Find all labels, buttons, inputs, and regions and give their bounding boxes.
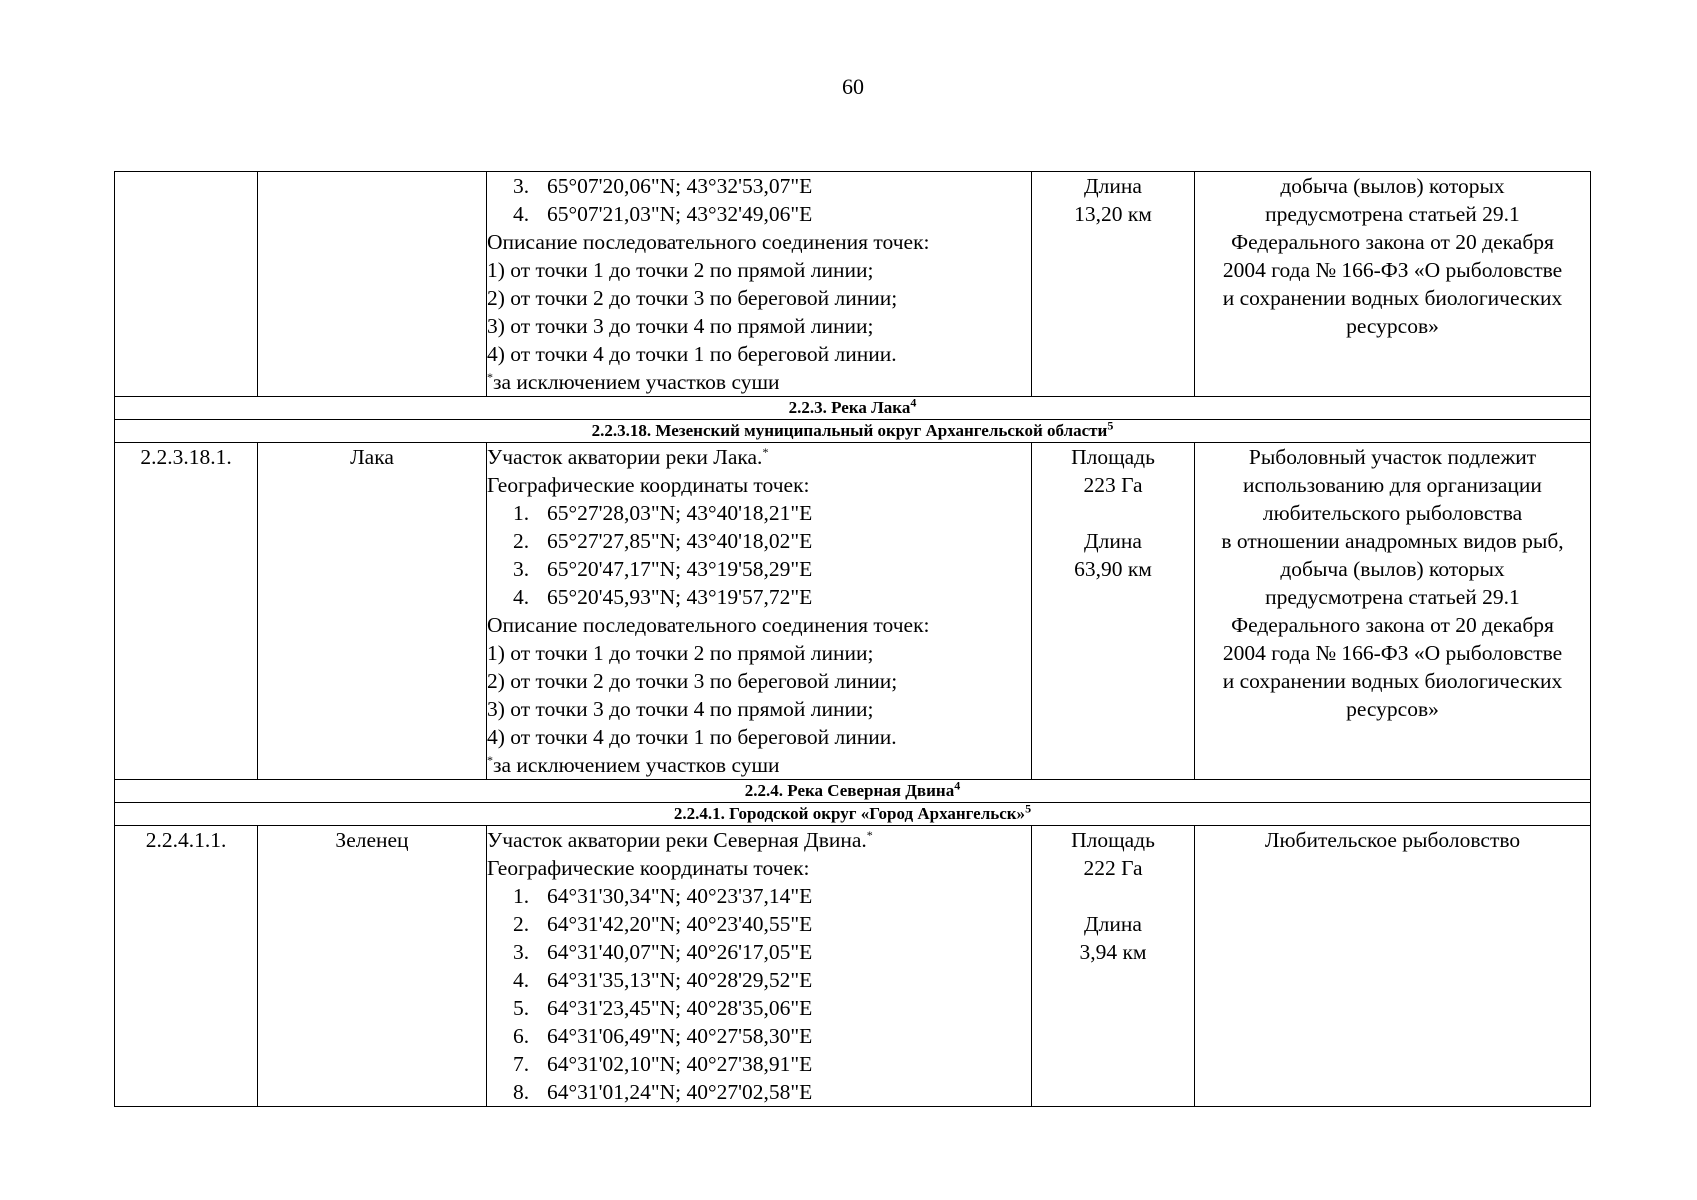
- cell-name: Лака: [258, 443, 487, 780]
- purpose-line: предусмотрена статьей 29.1: [1265, 202, 1520, 226]
- area-title: Участок акватории реки Лака.*: [487, 444, 769, 469]
- purpose-line: использованию для организации: [1243, 473, 1542, 497]
- coordinates-list: [487, 882, 1031, 1106]
- cell-name: Зеленец: [258, 826, 487, 1107]
- coordinates-title: Географические координаты точек:: [487, 856, 810, 880]
- subsection-header: 2.2.4.1. Городской округ «Город Архангельск»$^5$: [115, 803, 1591, 826]
- area-value: 222 Га: [1083, 856, 1143, 880]
- purpose-line: Федерального закона от 20 декабря: [1231, 613, 1554, 637]
- cell-number: 2.2.4.1.1.: [115, 826, 258, 1107]
- coordinate-item: 7. 64°31'02,10"N; 40°27'38,91"E: [513, 1052, 813, 1076]
- length-label: Длина: [1084, 529, 1142, 553]
- coordinates-list: [487, 172, 1031, 228]
- page-number: 60: [842, 74, 864, 99]
- purpose-line: любительского рыболовства: [1262, 501, 1523, 525]
- connection-item: 4) от точки 4 до точки 1 по береговой линии.: [487, 342, 897, 366]
- connection-item: 1) от точки 1 до точки 2 по прямой линии;: [487, 258, 874, 282]
- coordinate-item: 1. 64°31'30,34"N; 40°23'37,14"E: [513, 884, 813, 908]
- connection-item: 1) от точки 1 до точки 2 по прямой линии;: [487, 641, 874, 665]
- purpose-line: предусмотрена статьей 29.1: [1265, 585, 1520, 609]
- area-value: 223 Га: [1083, 473, 1143, 497]
- coordinate-item: 3. 65°07'20,06"N; 43°32'53,07"E: [513, 174, 813, 198]
- coordinate-item: 4. 65°07'21,03"N; 43°32'49,06"E: [513, 202, 813, 226]
- cell-size: [1032, 172, 1195, 397]
- exclusion-note: *за исключением участков суши: [487, 369, 780, 394]
- connection-title: Описание последовательного соединения точек:: [487, 230, 930, 254]
- subsection-header-row: [115, 420, 1591, 443]
- purpose-line: и сохранении водных биологических: [1222, 286, 1563, 310]
- purpose-line: Любительское рыболовство: [1264, 828, 1521, 852]
- purpose-line: 2004 года № 166-ФЗ «О рыболовстве: [1222, 641, 1563, 665]
- coordinates-list: [487, 499, 1031, 611]
- section-header-row: [115, 397, 1591, 420]
- cell-number: [115, 172, 258, 397]
- section-header: 2.2.4. Река Северная Двина$^4$: [115, 780, 1591, 803]
- purpose-line: 2004 года № 166-ФЗ «О рыболовстве: [1222, 258, 1563, 282]
- section-header-row: [115, 780, 1591, 803]
- coordinate-item: 1. 65°27'28,03"N; 43°40'18,21"E: [513, 501, 813, 525]
- purpose-line: Рыболовный участок подлежит: [1248, 445, 1537, 469]
- purpose-line: ресурсов»: [1346, 314, 1439, 338]
- coordinates-title: Географические координаты точек:: [487, 473, 810, 497]
- purpose-line: и сохранении водных биологических: [1222, 669, 1563, 693]
- coordinate-item: 2. 65°27'27,85"N; 43°40'18,02"E: [513, 529, 813, 553]
- coordinate-item: 3. 64°31'40,07"N; 40°26'17,05"E: [513, 940, 813, 964]
- purpose-line: ресурсов»: [1346, 697, 1439, 721]
- coordinate-item: 3. 65°20'47,17"N; 43°19'58,29"E: [513, 557, 813, 581]
- cell-size: [1032, 443, 1195, 780]
- exclusion-note: *за исключением участков суши: [487, 752, 780, 777]
- purpose-line: в отношении анадромных видов рыб,: [1221, 529, 1564, 553]
- purpose-line: добыча (вылов) которых: [1280, 174, 1505, 198]
- subsection-header: 2.2.3.18. Мезенский муниципальный округ Архангельской области$^5$: [115, 420, 1591, 443]
- area-label: Площадь: [1071, 828, 1155, 852]
- coordinate-item: 5. 64°31'23,45"N; 40°28'35,06"E: [513, 996, 813, 1020]
- cell-purpose: [1195, 172, 1591, 397]
- length-value: 63,90 км: [1074, 557, 1152, 581]
- table-row-laka: [115, 443, 1591, 780]
- cell-description: [487, 443, 1032, 780]
- table-row-continuation: [115, 172, 1591, 397]
- fishing-areas-table: [114, 171, 1591, 1107]
- length-label: Длина: [1084, 174, 1142, 198]
- purpose-line: Федерального закона от 20 декабря: [1231, 230, 1554, 254]
- length-label: Длина: [1084, 912, 1142, 936]
- connection-item: 3) от точки 3 до точки 4 по прямой линии;: [487, 314, 874, 338]
- subsection-header-row: [115, 803, 1591, 826]
- cell-description: [487, 172, 1032, 397]
- cell-purpose: [1195, 443, 1591, 780]
- coordinate-item: 4. 64°31'35,13"N; 40°28'29,52"E: [513, 968, 813, 992]
- connection-item: 3) от точки 3 до точки 4 по прямой линии;: [487, 697, 874, 721]
- length-value: 13,20 км: [1074, 202, 1152, 226]
- cell-purpose: [1195, 826, 1591, 1107]
- table-row-zelenets: [115, 826, 1591, 1107]
- purpose-line: добыча (вылов) которых: [1280, 557, 1505, 581]
- coordinate-item: 6. 64°31'06,49"N; 40°27'58,30"E: [513, 1024, 813, 1048]
- cell-number: 2.2.3.18.1.: [115, 443, 258, 780]
- coordinate-item: 8. 64°31'01,24"N; 40°27'02,58"E: [513, 1080, 813, 1104]
- cell-description: [487, 826, 1032, 1107]
- length-value: 3,94 км: [1079, 940, 1147, 964]
- area-title: Участок акватории реки Северная Двина.*: [487, 827, 873, 852]
- cell-name: [258, 172, 487, 397]
- section-header: 2.2.3. Река Лака$^4$: [115, 397, 1591, 420]
- coordinate-item: 2. 64°31'42,20"N; 40°23'40,55"E: [513, 912, 813, 936]
- cell-size: [1032, 826, 1195, 1107]
- coordinate-item: 4. 65°20'45,93"N; 43°19'57,72"E: [513, 585, 813, 609]
- connection-title: Описание последовательного соединения точек:: [487, 613, 930, 637]
- connection-item: 2) от точки 2 до точки 3 по береговой линии;: [487, 286, 898, 310]
- connection-item: 2) от точки 2 до точки 3 по береговой линии;: [487, 669, 898, 693]
- area-label: Площадь: [1071, 445, 1155, 469]
- connection-item: 4) от точки 4 до точки 1 по береговой линии.: [487, 725, 897, 749]
